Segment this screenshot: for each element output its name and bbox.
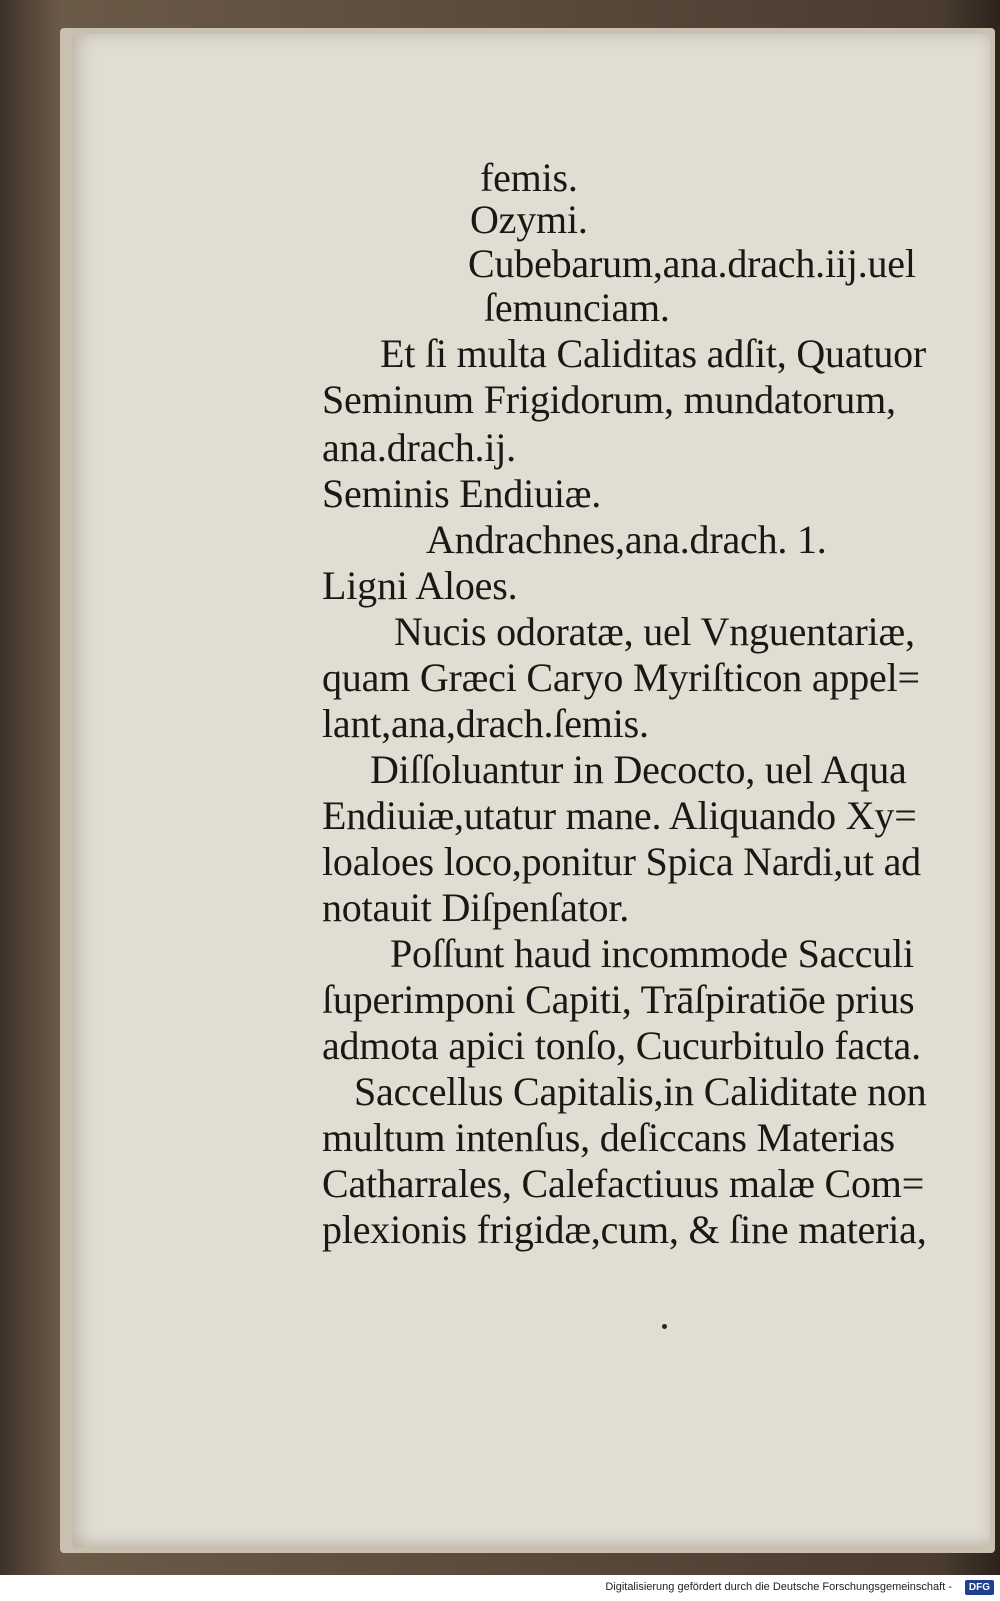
text-line: Andrachnes,ana.drach. 1. [426,517,827,562]
text-line: Saccellus Capitalis,in Caliditate non [354,1069,927,1114]
text-line: Et ſi multa Caliditas adſit, Quatuor [380,331,927,376]
text-line: admota apici tonſo, Cucurbitulo facta. [322,1023,921,1068]
text-line: Poſſunt haud incommode Sacculi [390,931,914,976]
text-line: ana.drach.ij. [322,425,516,470]
text-line: plexionis frigidæ,cum, & ſine materia, [322,1207,927,1252]
footer-bar [0,1575,1000,1601]
text-line: quam Græci Caryo Myriſticon appel= [322,655,920,700]
text-line: Cubebarum,ana.drach.iij.uel [468,241,916,286]
book-page [72,34,990,1548]
text-line: femis. [480,155,578,200]
text-line: lant,ana,drach.ſemis. [322,701,649,746]
text-line: Nucis odoratæ, uel Vnguentariæ, [394,609,915,654]
text-line: ſemunciam. [484,285,670,330]
footer-credit: Digitalisierung gefördert durch die Deutsche Forschungsgemeinschaft - [605,1581,952,1593]
ink-dot [662,1324,667,1329]
text-line: Seminum Frigidorum, mundatorum, [322,377,896,422]
text-line: loaloes loco,ponitur Spica Nardi,ut ad [322,839,921,884]
text-line: Catharrales, Calefactiuus malæ Com= [322,1161,925,1206]
dfg-logo: DFG [965,1580,994,1595]
text-line: Seminis Endiuiæ. [322,471,602,516]
text-line: Ligni Aloes. [322,563,518,608]
text-line: multum intenſus, deſiccans Materias [322,1115,895,1160]
text-line: notauit Diſpenſator. [322,885,630,930]
text-line: Endiuiæ,utatur mane. Aliquando Xy= [322,793,917,838]
text-line: Ozymi. [470,197,588,242]
text-line: Diſſoluantur in Decocto, uel Aqua [370,747,907,792]
text-line: ſuperimponi Capiti, Trāſpiratiōe prius [322,977,915,1022]
